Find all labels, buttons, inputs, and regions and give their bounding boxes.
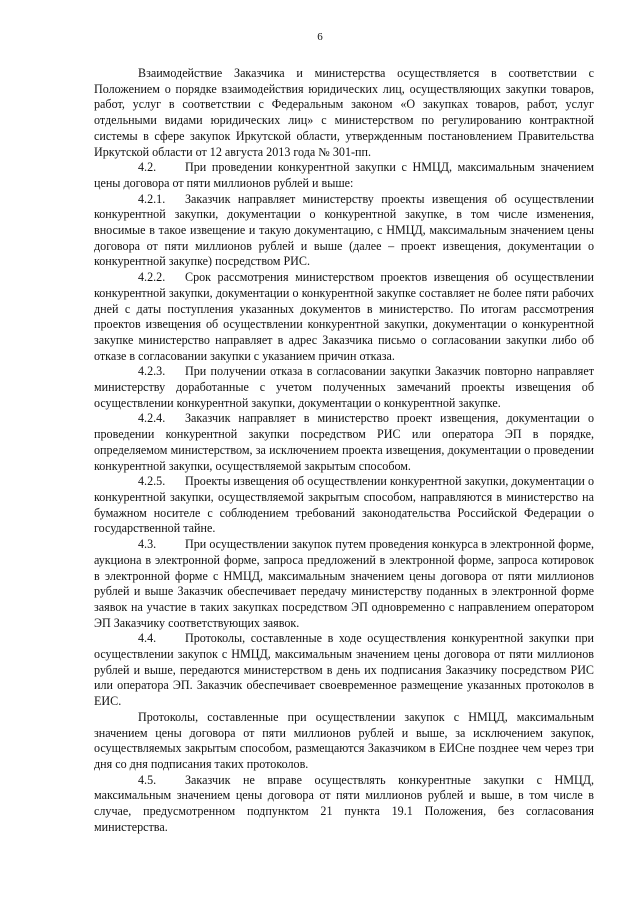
paragraph-4-2-1: [94, 192, 594, 271]
paragraph-text: Срок рассмотрения министерством проектов извещения об осуществлении конкурентной закупки, документации о конкурентной закупке составляет не более пяти рабочих дней с даты поступления указанных документов в министерство. По итогам рассмотрения проектов извещения об осуществлении конкурентной закупки, документации о конкурентной закупке министерство направляет в адрес Заказчика письмо о согласовании закупки либо об отказе в согласовании закупки с указанием причин отказа.: [94, 270, 594, 363]
page-number: 6: [317, 31, 323, 43]
clause-number: 4.2.1.: [138, 191, 166, 206]
paragraph-4-3: [94, 537, 594, 631]
paragraph-text: Заказчик направляет в министерство проект извещения, документации о проведении конкурентной закупки посредством РИС или оператора ЭП в порядке, определяемом министерством, за исключением проекта извещения, документации о проведении конкурентной закупки, осуществляемой закрытым способом.: [94, 411, 594, 473]
clause-number: 4.4.: [138, 631, 157, 646]
paragraph-text: Заказчик не вправе осуществлять конкурентные закупки с НМЦД, максимальным значением цены договора от пяти миллионов рублей и выше, в том числе в случае, предусмотренном подпунктом 21 пункта 19.1 Положения, без согласования министерства.: [94, 772, 594, 834]
paragraph-4-2: [94, 160, 594, 191]
paragraph-text: Проекты извещения об осуществлении конкурентной закупки, документации о конкурентной закупки, осуществляемой закрытым способом, направляются в министерство на бумажном носителе с соблюдением требований законодательства Российской Федерации о государственной тайне.: [94, 474, 594, 536]
paragraph-text: При осуществлении закупок путем проведения конкурса в электронной форме, аукциона в электронной форме, запроса предложений в электронной форме, запроса котировок в электронной форме с НМЦД, максимальным значением цены договора от пяти миллионов рублей и выше Заказчик обеспечивает передачу министерству поданных в электронной форме заявок на участие в таких закупках посредством ЭП одновременно с направлением оператором ЭП Заказчику соответствующих заявок.: [94, 537, 594, 630]
paragraph-text: При проведении конкурентной закупки с НМЦД, максимальным значением цены договора от пяти миллионов рублей и выше:: [94, 160, 594, 190]
paragraph-4-2-4: [94, 411, 594, 474]
paragraph-protocols: [94, 710, 594, 773]
paragraph-4-5: [94, 773, 594, 836]
clause-number: 4.2.3.: [138, 364, 166, 379]
clause-number: 4.2.4.: [138, 411, 166, 426]
paragraph-text: Протоколы, составленные в ходе осуществления конкурентной закупки при осуществлении закупок с НМЦД, максимальным значением цены договора от пяти миллионов рублей и выше, передаются министерством в день их подписания Заказчику посредством РИС или оператора ЭП. Заказчик обеспечивает своевременное размещение указанных протоколов в ЕИС.: [94, 631, 594, 709]
paragraph-text: Протоколы, составленные при осуществлении закупок с НМЦД, максимальным значением цены договора от пяти миллионов рублей и выше, за исключением закупок, осуществляемых закрытым способом, размещаются Заказчиком в ЕИСне позднее чем через три дня со дня подписания таких протоколов.: [94, 709, 594, 771]
paragraph-intro: [94, 66, 594, 160]
document-body: [94, 66, 594, 835]
paragraph-4-2-2: [94, 270, 594, 364]
paragraph-text: Заказчик направляет министерству проекты извещения об осуществлении конкурентной закупки, документации о конкурентной закупке, в том числе изменения, вносимые в такое извещение и такую документацию, с НМЦД, максимальным значением цены договора от пяти миллионов рублей и выше (далее – проект извещения, документации о конкурентной закупке) посредством РИС.: [94, 191, 594, 269]
paragraph-text: При получении отказа в согласовании закупки Заказчик повторно направляет министерству доработанные с учетом полученных замечаний проекты извещения об осуществлении конкурентной закупки, документации о конкурентной закупке.: [94, 364, 594, 410]
clause-number: 4.2.5.: [138, 474, 166, 489]
paragraph-4-4: [94, 631, 594, 710]
clause-number: 4.5.: [138, 772, 157, 787]
clause-number: 4.2.: [138, 160, 157, 175]
clause-number: 4.2.2.: [138, 270, 166, 285]
paragraph-text: Взаимодействие Заказчика и министерства осуществляется в соответствии с Положением о порядке взаимодействия юридических лиц, осуществляющих закупки товаров, работ, услуг в соответствии с Федеральным законом «О закупках товаров, работ, услуг отдельными видами юридических лиц» с министерством по регулированию контрактной системы в сфере закупок Иркутской области, утвержденным постановлением Правительства Иркутской области от 12 августа 2013 года № 301-пп.: [94, 66, 594, 159]
paragraph-4-2-3: [94, 364, 594, 411]
clause-number: 4.3.: [138, 537, 157, 552]
paragraph-4-2-5: [94, 474, 594, 537]
